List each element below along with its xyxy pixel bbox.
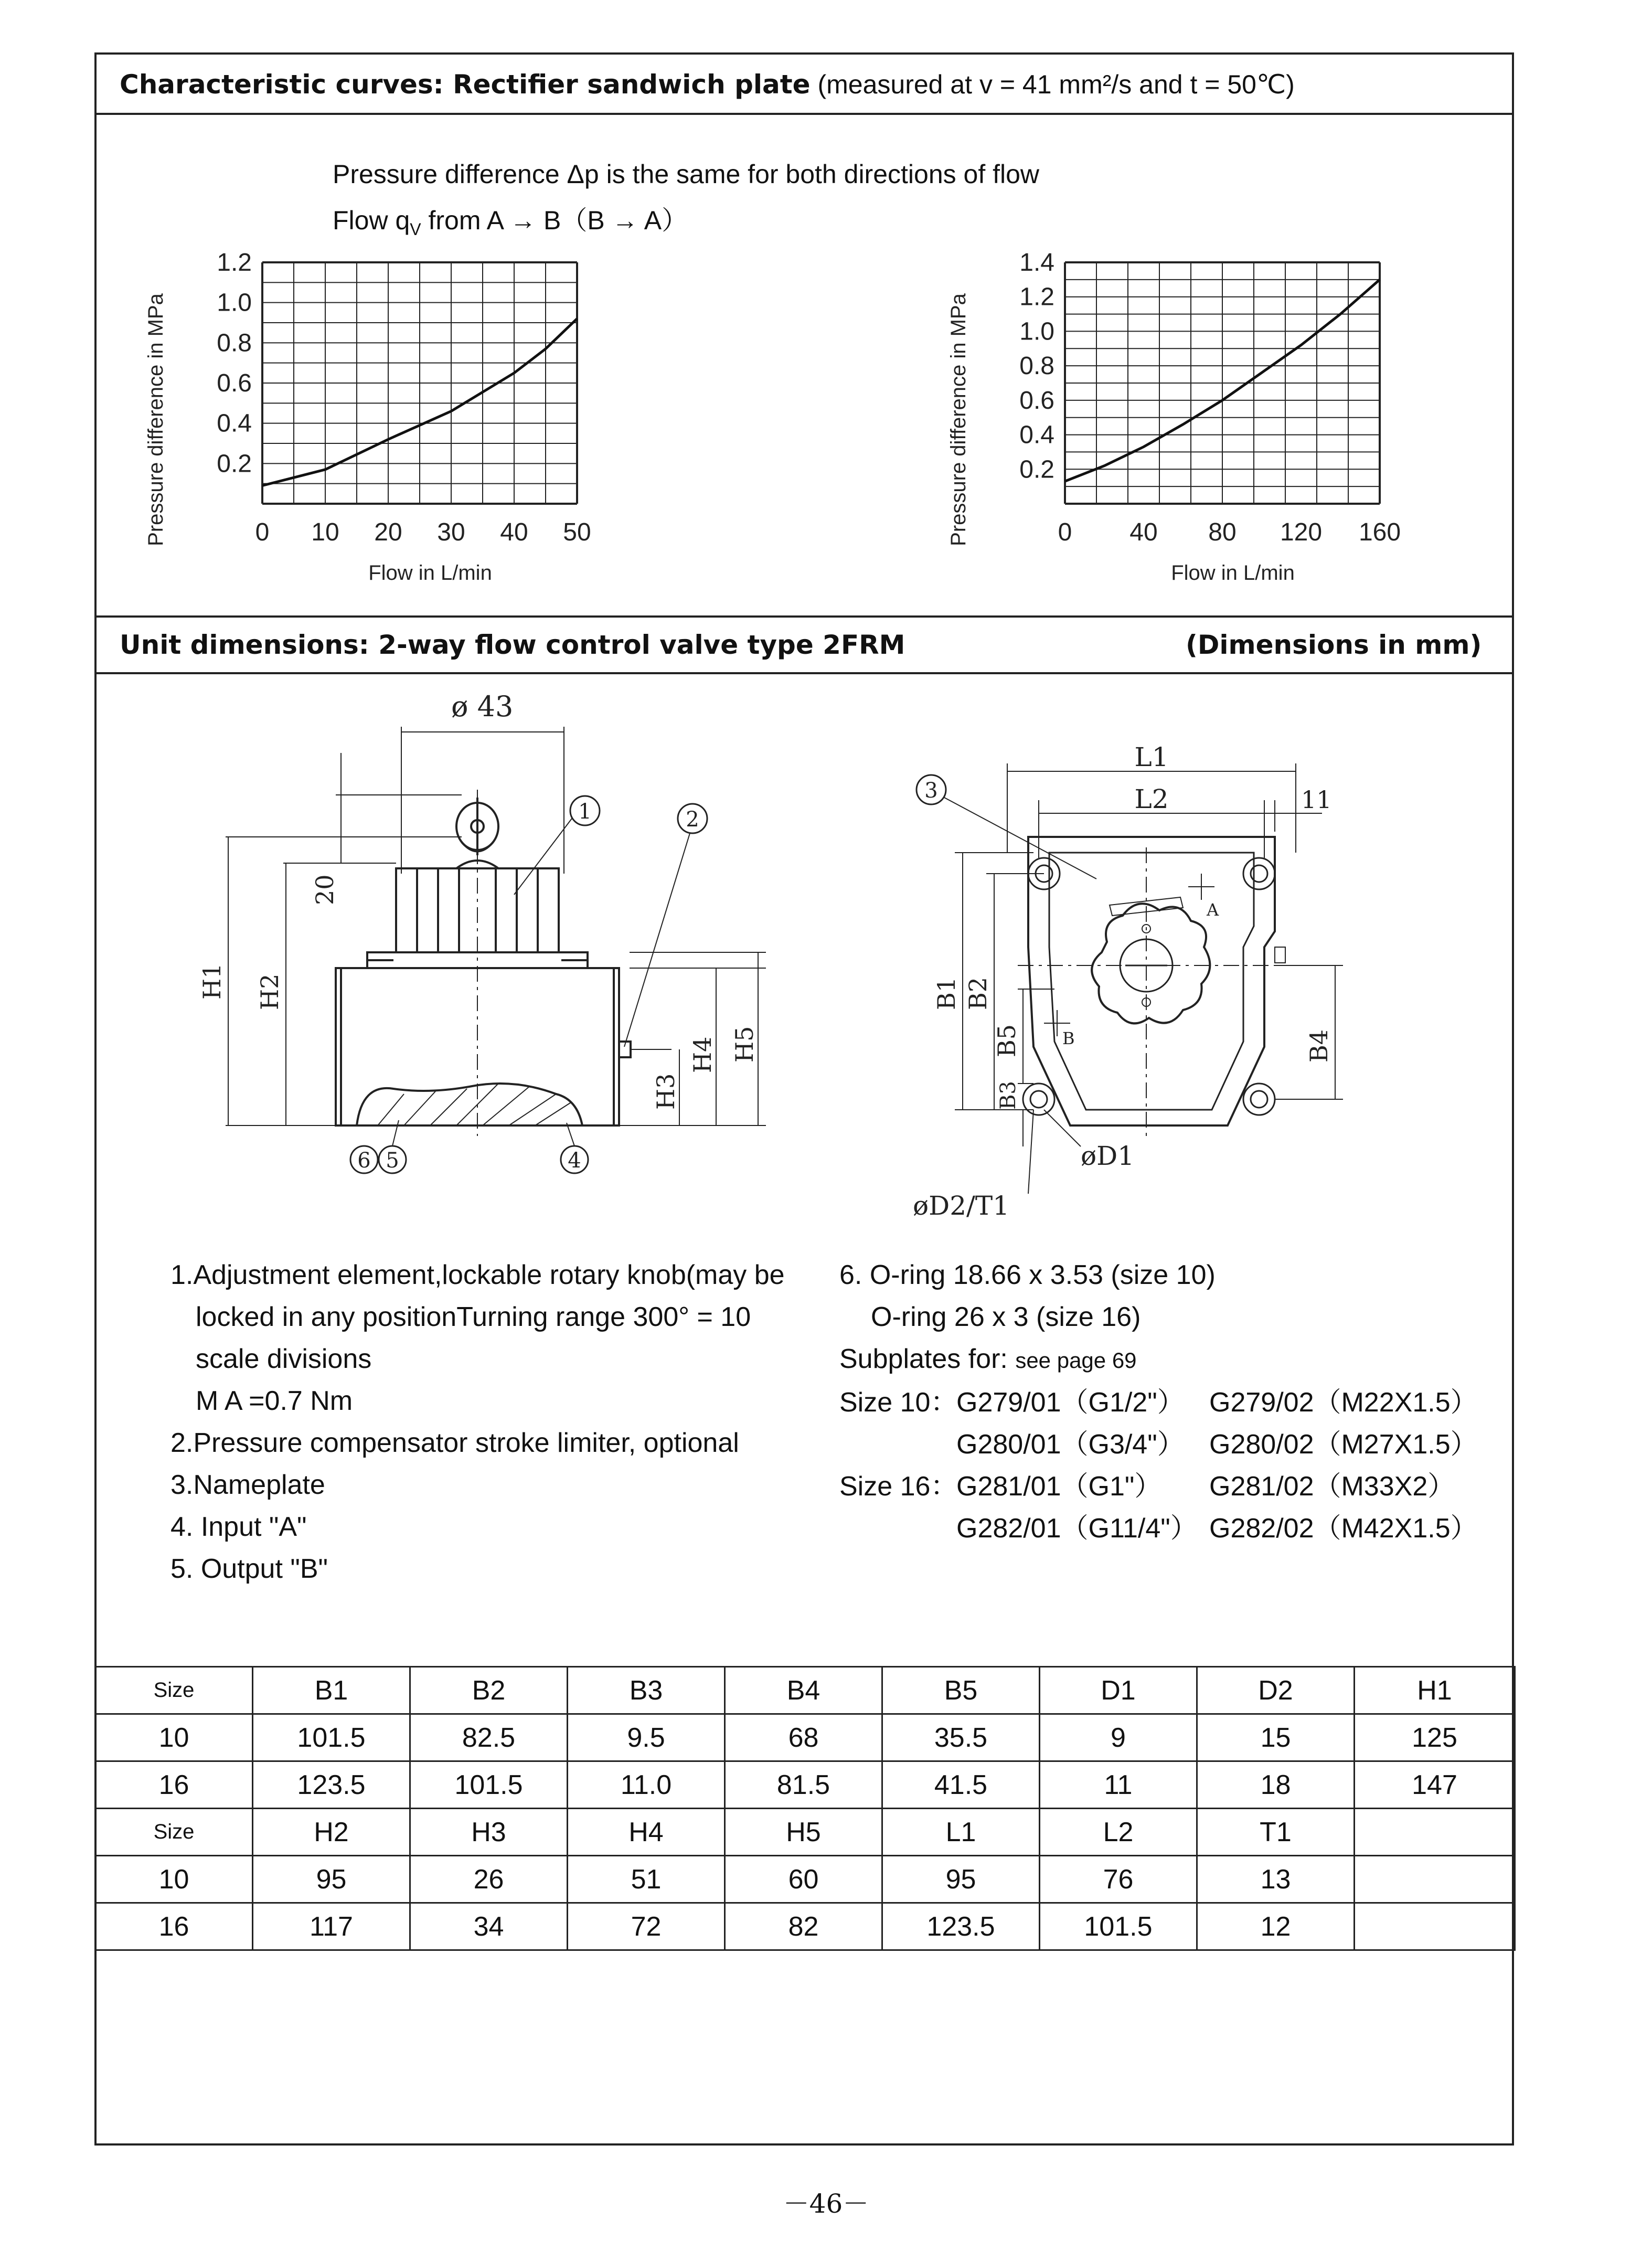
table-cell (1355, 1809, 1515, 1856)
table-cell: 125 (1355, 1714, 1515, 1761)
y-tick-label: 1.0 (217, 289, 252, 317)
y-tick-label: 0.8 (217, 329, 252, 357)
section-title-bold: Characteristic curves: Rectifier sandwich plate (120, 69, 811, 100)
y-axis-label: Pressure difference in MPa (947, 293, 970, 546)
divider (94, 615, 1514, 618)
table-cell: 76 (1040, 1856, 1197, 1903)
section-dimensions-title (120, 630, 905, 660)
table-cell: 16 (95, 1903, 253, 1950)
table-cell: 34 (410, 1903, 568, 1950)
y-tick-label: 0.2 (217, 450, 252, 478)
dim-d1: øD1 (1081, 1141, 1135, 1171)
x-tick-label: 40 (500, 518, 528, 546)
dimension-table (94, 1666, 1516, 1951)
dim-h1: H1 (198, 963, 226, 1000)
size10-label: Size 10： (839, 1387, 958, 1418)
x-axis-label: Flow in L/min (1171, 561, 1295, 585)
x-tick-label: 40 (1129, 518, 1158, 546)
table-cell: 82 (725, 1903, 882, 1950)
note-line: M A =0.7 Nm (196, 1386, 353, 1416)
table-cell: 123.5 (253, 1761, 410, 1809)
chart-flow-small (121, 226, 645, 603)
section-dimensions-units (1186, 630, 1482, 660)
table-cell: 147 (1355, 1761, 1515, 1809)
table-cell: 9 (1040, 1714, 1197, 1761)
table-cell: 10 (95, 1714, 253, 1761)
dim-d2-t1: øD2/T1 (913, 1191, 1010, 1221)
table-cell: 16 (95, 1761, 253, 1809)
table-cell: H2 (253, 1809, 410, 1856)
notes-right (839, 1254, 1216, 1382)
table-cell: Size (95, 1667, 253, 1714)
flow-direction: from A → B（B → A） (428, 206, 688, 235)
table-cell: 10 (95, 1856, 253, 1903)
table-header-row (95, 1809, 1515, 1856)
subplate-g279-02: G279/02（M22X1.5） (1209, 1387, 1478, 1418)
dim-b4: B4 (1305, 1029, 1333, 1063)
dim-b1: B1 (932, 976, 961, 1010)
flow-symbol: Flow q (333, 206, 410, 235)
subplate-g280-01: G280/01（G3/4"） (956, 1429, 1185, 1460)
x-tick-label: 50 (563, 518, 591, 546)
table-cell: L1 (882, 1809, 1040, 1856)
dim-b2: B2 (964, 976, 992, 1010)
table-cell: 101.5 (410, 1761, 568, 1809)
chart-flow-large (923, 226, 1448, 603)
table-cell: 82.5 (410, 1714, 568, 1761)
table-cell (1355, 1856, 1515, 1903)
subplate-g280-02: G280/02（M27X1.5） (1209, 1429, 1478, 1460)
rotary-knob (1092, 904, 1210, 1023)
table-row (95, 1761, 1515, 1809)
table-cell: 117 (253, 1903, 410, 1950)
dim-b3: B3 (996, 1081, 1020, 1110)
description-line1: Pressure difference Δp is the same for both directions of flow (333, 160, 1040, 189)
x-tick-label: 160 (1358, 518, 1401, 546)
note-line: 1.Adjustment element,lockable rotary knob(may be (170, 1260, 785, 1290)
table-cell: B1 (253, 1667, 410, 1714)
table-cell: 26 (410, 1856, 568, 1903)
y-tick-label: 0.8 (1019, 352, 1054, 380)
x-tick-label: 80 (1208, 518, 1237, 546)
table-cell: 12 (1197, 1903, 1355, 1950)
dim-20: 20 (311, 874, 339, 905)
dimensions-units-label: (Dimensions in mm) (1186, 630, 1482, 660)
table-cell: B3 (568, 1667, 725, 1714)
dim-h5: H5 (730, 1026, 759, 1063)
table-cell: 18 (1197, 1761, 1355, 1809)
subplate-g282-02: G282/02（M42X1.5） (1209, 1513, 1478, 1544)
subplate-g282-01: G282/01（G11/4"） (956, 1513, 1198, 1544)
y-tick-label: 1.2 (217, 249, 252, 277)
y-tick-label: 0.4 (217, 409, 252, 438)
table-cell: H3 (410, 1809, 568, 1856)
y-tick-label: 0.6 (1019, 386, 1054, 415)
dim-l1: L1 (1134, 742, 1169, 772)
table-header-row (95, 1667, 1515, 1714)
section-title-conditions: (measured at v = 41 mm²/s and t = 50℃) (817, 70, 1295, 99)
y-tick-label: 0.4 (1019, 421, 1054, 449)
dim-11: 11 (1301, 785, 1332, 814)
note-line: locked in any positionTurning range 300° = 10 (196, 1302, 751, 1332)
size16-label: Size 16： (839, 1471, 958, 1502)
callout-1: 1 (578, 800, 592, 824)
subplates-line (839, 1338, 1216, 1382)
dim-h4: H4 (688, 1036, 717, 1073)
table-cell (1355, 1903, 1515, 1950)
oring-size10: 6. O-ring 18.66 x 3.53 (size 10) (839, 1260, 1216, 1290)
table-cell: 68 (725, 1714, 882, 1761)
table-cell: 51 (568, 1856, 725, 1903)
x-tick-label: 20 (374, 518, 402, 546)
table-cell: T1 (1197, 1809, 1355, 1856)
x-tick-label: 10 (311, 518, 339, 546)
table-cell: 9.5 (568, 1714, 725, 1761)
y-tick-label: 1.2 (1019, 283, 1054, 311)
dim-dia43: ø 43 (451, 690, 514, 723)
x-tick-label: 30 (437, 518, 465, 546)
valve-drawing (94, 674, 1514, 1241)
y-axis-label: Pressure difference in MPa (144, 293, 167, 546)
notes-left (170, 1254, 785, 1590)
y-tick-label: 1.4 (1019, 249, 1054, 277)
section-characteristic-title (120, 69, 1295, 100)
note-line: scale divisions (196, 1344, 372, 1374)
table-cell: B4 (725, 1667, 882, 1714)
table-cell: 95 (253, 1856, 410, 1903)
subplates-label: Subplates for: (839, 1344, 1008, 1374)
y-tick-label: 0.2 (1019, 455, 1054, 484)
table-row (95, 1856, 1515, 1903)
table-cell: 72 (568, 1903, 725, 1950)
table-cell: 41.5 (882, 1761, 1040, 1809)
y-tick-label: 0.6 (217, 369, 252, 397)
callout-4: 4 (568, 1149, 581, 1173)
table-cell: H4 (568, 1809, 725, 1856)
section-dimensions-bold: Unit dimensions: 2-way flow control valve type 2FRM (120, 630, 905, 660)
table-cell: 35.5 (882, 1714, 1040, 1761)
y-tick-label: 1.0 (1019, 317, 1054, 346)
mounting-holes (1023, 858, 1275, 1115)
dim-h3: H3 (652, 1073, 680, 1110)
valve-plate (1028, 837, 1275, 1125)
dim-b5: B5 (993, 1024, 1021, 1057)
flow-subscript: V (410, 220, 421, 239)
table-cell: 15 (1197, 1714, 1355, 1761)
table-cell: 101.5 (1040, 1903, 1197, 1950)
port-a-label: A (1207, 900, 1219, 920)
table-row (95, 1714, 1515, 1761)
dim-l2: L2 (1134, 784, 1169, 814)
divider (94, 113, 1514, 115)
table-cell: 123.5 (882, 1903, 1040, 1950)
table-cell: D2 (1197, 1667, 1355, 1714)
table-cell: 11.0 (568, 1761, 725, 1809)
table-cell: D1 (1040, 1667, 1197, 1714)
note-line: 2.Pressure compensator stroke limiter, optional (170, 1428, 739, 1458)
note-line: 5. Output "B" (170, 1554, 328, 1584)
callout-3: 3 (924, 779, 938, 803)
callout-5: 5 (386, 1149, 399, 1173)
table-cell: Size (95, 1809, 253, 1856)
table-cell: 81.5 (725, 1761, 882, 1809)
x-tick-label: 0 (255, 518, 270, 546)
table-cell: H1 (1355, 1667, 1515, 1714)
table-cell: L2 (1040, 1809, 1197, 1856)
note-line: 4. Input "A" (170, 1512, 307, 1542)
table-cell: 95 (882, 1856, 1040, 1903)
callout-6: 6 (357, 1149, 371, 1173)
table-cell: 13 (1197, 1856, 1355, 1903)
table-cell: 60 (725, 1856, 882, 1903)
table-row (95, 1903, 1515, 1950)
x-tick-label: 0 (1058, 518, 1072, 546)
subplate-g281-02: G281/02（M33X2） (1209, 1471, 1455, 1502)
subplate-g279-01: G279/01（G1/2"） (956, 1387, 1185, 1418)
table-cell: B5 (882, 1667, 1040, 1714)
page-number: －46－ (783, 2189, 869, 2219)
table-cell: H5 (725, 1809, 882, 1856)
subplate-g281-01: G281/01（G1"） (956, 1471, 1162, 1502)
dim-h2: H2 (255, 973, 284, 1010)
table-cell: 101.5 (253, 1714, 410, 1761)
port-b-label: B (1062, 1028, 1075, 1048)
callout-2: 2 (686, 808, 699, 832)
table-cell: B2 (410, 1667, 568, 1714)
oring-size16: O-ring 26 x 3 (size 16) (871, 1302, 1141, 1332)
x-axis-label: Flow in L/min (368, 561, 492, 585)
subplates-page: see page 69 (1015, 1348, 1137, 1373)
note-line: 3.Nameplate (170, 1470, 325, 1500)
x-tick-label: 120 (1280, 518, 1323, 546)
table-cell: 11 (1040, 1761, 1197, 1809)
